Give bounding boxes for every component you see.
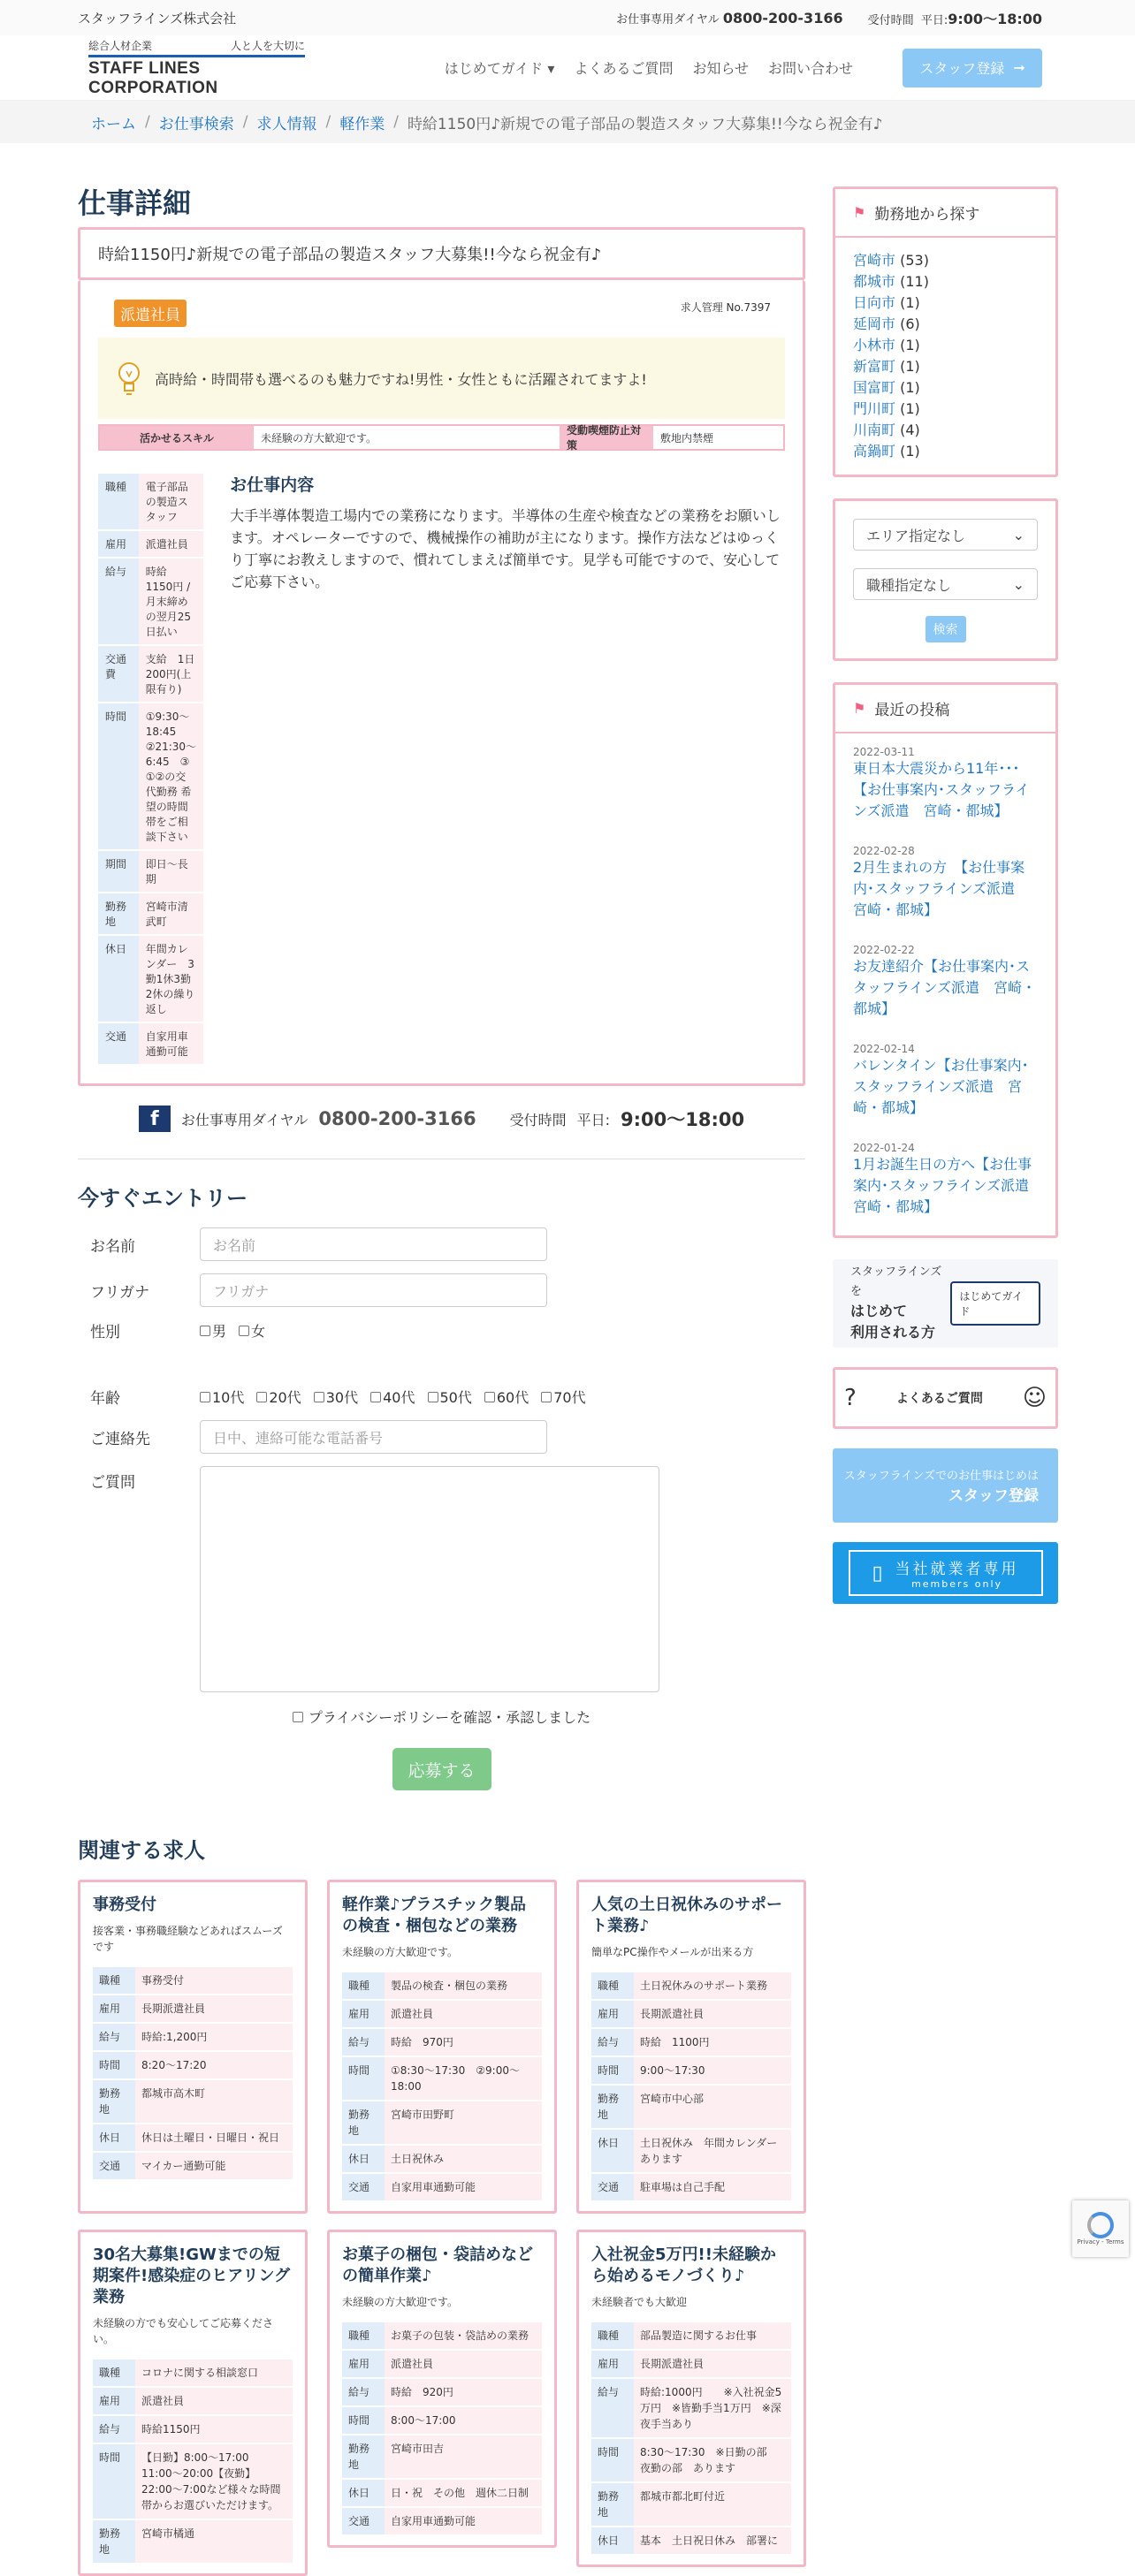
- area-panel: ⚑ 勤務地から探す 宮崎市 (53) 都城市 (11) 日向市 (1) 延岡市 (6) 小林市 (1) 新富町 (1) 国富町 (1) 門川町 (1) 川南町 (4) 高鍋町 (1): [833, 186, 1058, 477]
- area-item: [853, 314, 1038, 335]
- related-job-sub: 接客業・事務職経験などあればスムーズです: [93, 1925, 283, 1953]
- highlight-box: [98, 338, 785, 419]
- age-checkbox[interactable]: 10代: [200, 1387, 244, 1407]
- age-checkbox[interactable]: 30代: [314, 1387, 358, 1407]
- dial-banner: f お仕事専用ダイヤル 0800-200-3166 受付時間 平日: 9:00〜18:00: [78, 1104, 805, 1134]
- related-job-table: 職種 製品の検査・梱包の業務 雇用 派遣社員 給与 時給 970円 時間 ①8:30〜17:30 ②9:00〜18:00 勤務地 宮崎市田野町 休日 土日祝休み 交通 自家用車通勤可能: [342, 1971, 542, 2202]
- recent-post: [835, 1030, 1055, 1119]
- post-date: 2022-02-14: [853, 1043, 915, 1055]
- nav-news[interactable]: お知らせ: [692, 60, 749, 77]
- area-item: [853, 356, 1038, 377]
- nav-faq[interactable]: よくあるご質問: [574, 60, 674, 77]
- site-header: [0, 35, 1135, 101]
- area-link[interactable]: 小林市: [853, 337, 896, 353]
- area-link[interactable]: 日向市: [853, 294, 896, 311]
- area-item: [853, 271, 1038, 293]
- members-only-banner[interactable]: ▯ 当社就業者専用 members only: [833, 1542, 1058, 1604]
- chevron-down-icon: ⌄: [1012, 526, 1025, 543]
- search-button[interactable]: 検索: [926, 616, 966, 642]
- related-job-sub: 未経験の方大歓迎です。: [342, 2296, 459, 2308]
- entry-title: 今すぐエントリー: [78, 1186, 248, 1211]
- age-checkbox[interactable]: 60代: [484, 1387, 529, 1407]
- nav-guide[interactable]: はじめてガイド ▾: [444, 60, 555, 77]
- related-job-card[interactable]: [78, 1880, 308, 2214]
- job-title: 時給1150円♪新規での電子部品の製造スタッフ大募集!!今なら祝金有♪: [78, 227, 805, 280]
- post-date: 2022-03-11: [853, 746, 915, 758]
- spec-row: 時間 ①9:30〜18:45 ②21:30〜6:45 ③ ①②の交代勤務 希望の時間帯をご相談下さい: [98, 703, 203, 849]
- related-job-title[interactable]: 人気の土日祝休みのサポート業務♪: [591, 1896, 782, 1935]
- breadcrumb-jobs[interactable]: 求人情報: [256, 115, 317, 133]
- related-job-table: 職種 事務受付 雇用 長期派遣社員 給与 時給:1,200円 時間 8:20〜17:20 勤務地 都城市高木町 休日 休日は土曜日・日曜日・祝日 交通 マイカー通勤可能: [93, 1965, 293, 2181]
- staff-icon: ☺: [1022, 1385, 1047, 1411]
- related-job-sub: 未経験者でも大歓迎: [591, 2296, 688, 2308]
- employment-tag: 派遣社員: [114, 300, 187, 327]
- company-name: スタッフラインズ株式会社: [78, 10, 237, 27]
- area-item: [853, 420, 1038, 441]
- related-job-sub: 未経験の方大歓迎です。: [342, 1946, 459, 1958]
- spec-row: 期間 即日〜長期: [98, 851, 203, 892]
- contact-input[interactable]: 日中、連絡可能な電話番号: [200, 1420, 547, 1454]
- related-job-sub: 未経験の方でも安心してご応募ください。: [93, 2317, 274, 2345]
- submit-button[interactable]: 応募する: [392, 1748, 491, 1790]
- breadcrumb-category[interactable]: 軽作業: [339, 115, 385, 133]
- related-job-card[interactable]: [78, 2230, 308, 2576]
- related-jobs-grid: [78, 1880, 805, 2576]
- area-link[interactable]: 新富町: [853, 358, 896, 375]
- staff-register-button[interactable]: スタッフ登録 ➞: [903, 49, 1042, 87]
- site-logo[interactable]: 総合人材企業 人と人を大切に STAFF LINES CORPORATION: [88, 39, 305, 97]
- job-detail-box: [78, 280, 805, 1086]
- area-item: [853, 399, 1038, 420]
- area-link[interactable]: 門川町: [853, 400, 896, 417]
- related-job-table: 職種 コロナに関する相談窓口 雇用 派遣社員 給与 時給1150円 時間 【日勤】8:00〜17:00 11:00〜20:00【夜勤】22:00〜7:00など様々な時間帯からお選びいただけます。 勤務地 宮崎市橘通: [93, 2358, 293, 2565]
- area-item: [853, 293, 1038, 314]
- freecall-icon: f: [139, 1106, 171, 1132]
- dial-info: お仕事専用ダイヤル 0800-200-3166: [616, 9, 843, 27]
- spec-row: 休日 年間カレンダー 3勤1休3勤2休の繰り返し: [98, 936, 203, 1022]
- spec-row: 交通 自家用車通勤可能: [98, 1023, 203, 1064]
- staff-register-banner[interactable]: スタッフラインズでのお仕事はじめは スタッフ登録: [833, 1448, 1058, 1523]
- area-count: (11): [900, 273, 929, 290]
- age-checkbox[interactable]: 50代: [428, 1387, 472, 1407]
- post-link[interactable]: 2月生まれの方 【お仕事案内･スタッフラインズ派遣 宮崎・都城】: [853, 859, 1030, 918]
- recent-post: [835, 1129, 1055, 1218]
- area-count: (1): [900, 358, 920, 375]
- related-title: 関連する求人: [78, 1838, 205, 1863]
- highlight-text: 高時給・時間帯も選べるのも魅力ですね!男性・女性ともに活躍されてますよ!: [155, 370, 647, 388]
- category-select[interactable]: 職種指定なし ⌄: [853, 568, 1038, 600]
- related-job-title[interactable]: 軽作業♪プラスチック製品の検査・梱包などの業務: [342, 1896, 527, 1935]
- related-job-title[interactable]: 入社祝金5万円!!未経験から始めるモノづくり♪: [591, 2245, 776, 2285]
- post-date: 2022-02-22: [853, 944, 915, 956]
- job-spec-table: [98, 472, 203, 1066]
- area-link[interactable]: 宮崎市: [853, 252, 896, 269]
- post-link[interactable]: 東日本大震災から11年･･･【お仕事案内･スタッフラインズ派遣 宮崎・都城】: [853, 760, 1030, 819]
- related-job-table: 職種 土日祝休みのサポート業務 雇用 長期派遣社員 給与 時給 1100円 時間 9:00〜17:30 勤務地 宮崎市中心部 休日 土日祝休み 年間カレンダーあります 交通 駐車場は自己手配: [591, 1971, 791, 2202]
- flag-icon: ⚑: [853, 204, 866, 221]
- post-date: 2022-02-28: [853, 845, 915, 857]
- breadcrumb-home[interactable]: ホーム: [91, 115, 136, 133]
- related-job-card[interactable]: [327, 2230, 557, 2548]
- area-item: [853, 250, 1038, 271]
- recent-posts-panel: ⚑ 最近の投稿 2022-03-11 東日本大震災から11年･･･【お仕事案内･スタッフラインズ派遣 宮崎・都城】 2022-02-28 2月生まれの方 【お仕事案内･スタッフラインズ派遣 宮崎・都城】 2022-02-22 お友達紹介【お仕事案内･スタッフラインズ派遣 宮崎・都城】 2022-02-14 バレンタイン【お仕事案内･スタッフラインズ派遣 宮崎・都城】 2022-01-24 1月お誕生日の方へ【お仕事案内･スタッフラインズ派遣 宮崎・都城】: [833, 682, 1058, 1238]
- lightbulb-icon: [116, 359, 142, 398]
- person-icon: ?: [844, 1385, 857, 1411]
- chevron-down-icon: ⌄: [1012, 575, 1025, 593]
- area-select[interactable]: エリア指定なし ⌄: [853, 519, 1038, 551]
- sex-male-checkbox[interactable]: 男: [200, 1320, 226, 1341]
- spec-row: 雇用 派遣社員: [98, 531, 203, 557]
- area-item: [853, 441, 1038, 462]
- related-job-card[interactable]: [576, 2230, 806, 2567]
- top-bar: [0, 0, 1135, 35]
- main-content: [78, 181, 805, 2576]
- related-job-title[interactable]: 30名大募集!GWまでの短期案件!感染症のヒアリング業務: [93, 2245, 291, 2306]
- area-count: (1): [900, 337, 920, 353]
- spec-row: 職種 電子部品の製造スタッフ: [98, 474, 203, 529]
- faq-banner[interactable]: ? よくあるご質問 ☺: [833, 1367, 1058, 1429]
- arrow-right-icon: ➞: [1013, 59, 1025, 76]
- breadcrumb-current: 時給1150円♪新規での電子部品の製造スタッフ大募集!!今なら祝金有♪: [407, 115, 883, 133]
- area-item: [853, 335, 1038, 356]
- area-item: [853, 377, 1038, 399]
- privacy-checkbox[interactable]: プライバシーポリシーを確認・承認しました: [78, 1706, 805, 1727]
- breadcrumb-search[interactable]: お仕事検索: [158, 115, 234, 133]
- age-checkbox[interactable]: 70代: [541, 1387, 585, 1407]
- area-link[interactable]: 延岡市: [853, 315, 896, 332]
- related-job-card[interactable]: [576, 1880, 806, 2214]
- recent-post: [835, 832, 1055, 921]
- area-count: (6): [900, 315, 920, 332]
- spec-row: 給与 時給 1150円 / 月末締めの翌月25日払い: [98, 559, 203, 644]
- chevron-down-icon: ▾: [547, 60, 555, 77]
- area-count: (1): [900, 443, 920, 460]
- kana-input[interactable]: フリガナ: [200, 1273, 547, 1307]
- nav-contact[interactable]: お問い合わせ: [767, 60, 853, 77]
- skills-row: 活かせるスキル 未経験の方大歓迎です。 受動喫煙防止対策 敷地内禁煙: [98, 424, 785, 451]
- name-input[interactable]: お名前: [200, 1227, 547, 1261]
- flag-icon: ⚑: [853, 700, 866, 717]
- post-link[interactable]: 1月お誕生日の方へ【お仕事案内･スタッフラインズ派遣 宮崎・都城】: [853, 1156, 1044, 1215]
- post-date: 2022-01-24: [853, 1142, 915, 1154]
- area-count: (1): [900, 379, 920, 396]
- area-count: (4): [900, 422, 920, 438]
- recaptcha-badge[interactable]: Privacy - Terms: [1072, 2200, 1129, 2257]
- spec-row: 勤務地 宮崎市清武町: [98, 893, 203, 934]
- area-link[interactable]: 国富町: [853, 379, 896, 396]
- door-icon: ▯: [872, 1562, 883, 1584]
- area-count: (1): [900, 400, 920, 417]
- age-checkbox[interactable]: 40代: [370, 1387, 415, 1407]
- spec-row: 交通費 支給 1日200円(上限有り): [98, 646, 203, 702]
- related-job-table: 職種 お菓子の包装・袋詰めの業務 雇用 派遣社員 給与 時給 920円 時間 8:00〜17:00 勤務地 宮崎市田吉 休日 日・祝 その他 週休二日制 交通 自家用車通勤可能: [342, 2321, 542, 2536]
- search-panel: [833, 498, 1058, 661]
- post-link[interactable]: お友達紹介【お仕事案内･スタッフラインズ派遣 宮崎・都城】: [853, 958, 1037, 1017]
- related-job-title[interactable]: お菓子の梱包・袋詰めなどの簡単作業♪: [342, 2245, 533, 2285]
- hours-info: 受付時間 平日:9:00〜18:00: [867, 10, 1042, 27]
- age-checkbox[interactable]: 20代: [256, 1387, 301, 1407]
- entry-form: お名前 お名前 フリガナ フリガナ 性別 男 女 年齢 10代 20代 30代 40代 50代 60代 70代 ご連絡先 日中、連絡可能な電話番号 ご質問 プライバシーポリシーを確認・承認しました 応募する: [78, 1227, 805, 1790]
- sex-female-checkbox[interactable]: 女: [239, 1320, 265, 1341]
- main-nav: [445, 49, 1042, 87]
- sidebar: [833, 186, 1058, 1623]
- related-job-title[interactable]: 事務受付: [93, 1896, 156, 1914]
- area-count: (1): [900, 294, 920, 311]
- post-link[interactable]: バレンタイン【お仕事案内･スタッフラインズ派遣 宮崎・都城】: [853, 1057, 1029, 1116]
- area-count: (53): [900, 252, 929, 269]
- management-number: 求人管理 No.7397: [680, 301, 771, 314]
- area-link[interactable]: 高鍋町: [853, 443, 896, 460]
- breadcrumb: ホーム / お仕事検索 / 求人情報 / 軽作業 / 時給1150円♪新規での電子部品の製造スタッフ大募集!!今なら祝金有♪: [0, 101, 1135, 143]
- related-job-sub: 簡単なPC操作やメールが出来る方: [591, 1946, 754, 1958]
- related-job-table: 職種 部品製造に関するお仕事 雇用 長期派遣社員 給与 時給:1000円 ※入社祝金5万円 ※皆勤手当1万円 ※深夜手当あり 時間 8:30〜17:30 ※日勤の部 夜勤の部 あります 勤務地 都城市都北町付近 休日 基本 土日祝日休み 部署に: [591, 2321, 791, 2556]
- question-textarea[interactable]: [200, 1466, 659, 1692]
- area-link[interactable]: 都城市: [853, 273, 896, 290]
- beginner-guide-banner[interactable]: スタッフラインズを はじめて 利用される方 はじめてガイド: [833, 1259, 1058, 1348]
- job-description: お仕事内容 大手半導体製造工場内での業務になります。半導体の生産や検査などの業務をお願いします。オペレーターですので、機械操作の補助が主になります。操作方法などはゆっくり丁寧にお教えしますので、慣れてしまえば簡単です。見学も可能ですので、安心してご応募下さい。: [230, 475, 781, 590]
- area-link[interactable]: 川南町: [853, 422, 896, 438]
- recent-post: [835, 733, 1055, 822]
- page-title: 仕事詳細: [78, 186, 192, 220]
- related-job-card[interactable]: [327, 1880, 557, 2214]
- recent-post: [835, 931, 1055, 1020]
